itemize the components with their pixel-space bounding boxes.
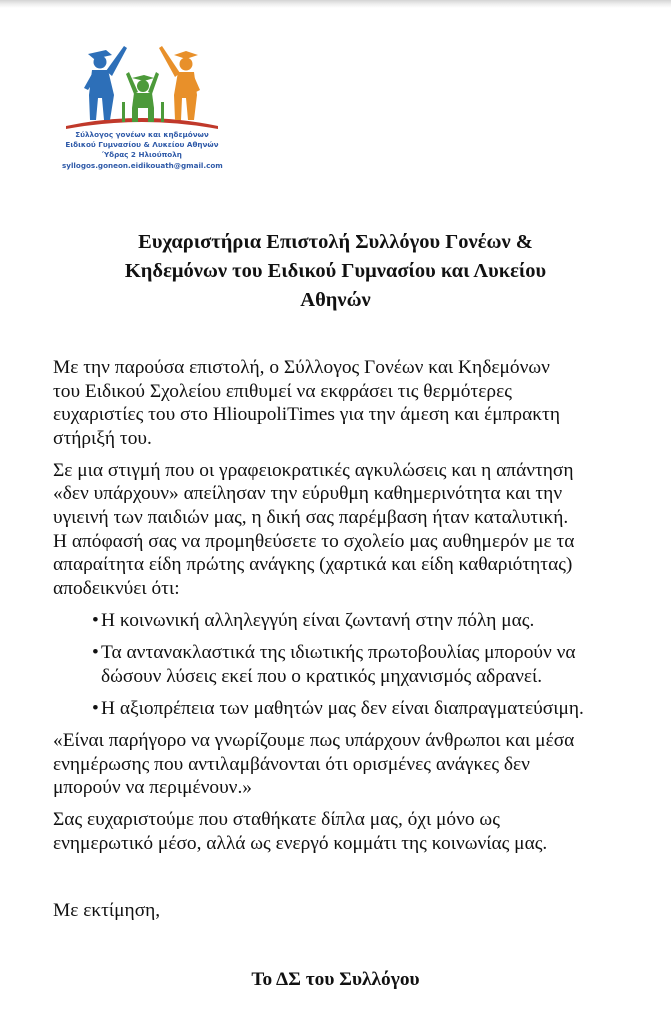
bullet-item (53, 609, 653, 633)
text-line: απαραίτητα είδη πρώτης ανάγκης (χαρτικά και είδη καθαριότητας) (53, 554, 573, 576)
text-line: αποδεικνύει ότι: (53, 577, 180, 599)
paragraph-thanks (53, 808, 653, 855)
bullet-icon: • (92, 609, 99, 631)
logo-blue-figure (84, 46, 127, 120)
bullet-text: Τα αντανακλαστικά της ιδιωτικής πρωτοβουλίας μπορούν να (101, 642, 576, 664)
bullet-list (53, 609, 653, 721)
text-line: Η απόφασή σας να προμηθεύσετε το σχολείο μας αυθημερόν με τα (53, 530, 575, 552)
logo-green-figure (122, 72, 164, 122)
bullet-item (53, 697, 653, 721)
signature: Το ΔΣ του Συλλόγου (251, 969, 420, 990)
text-line: Σε μια στιγμή που οι γραφειοκρατικές αγκυλώσεις και η απάντηση (53, 459, 574, 481)
text-line: υγιεινή των παιδιών μας, η δική σας παρέμβαση ήταν καταλυτική. (53, 507, 569, 529)
association-logo (62, 40, 222, 176)
text-line: ενημέρωσης που αντιλαμβάνονται ότι ορισμένες ανάγκες δεν (53, 753, 530, 775)
logo-association-name: Σύλλογος γονέων και κηδεμόνων (75, 130, 209, 139)
letter-body (53, 356, 653, 864)
logo-address: Ύδρας 2 Ηλιούπολη (102, 150, 182, 160)
logo-orange-figure (159, 46, 200, 120)
text-line: Με την παρούσα επιστολή, ο Σύλλογος Γονέων και Κηδεμόνων (53, 357, 550, 378)
bullet-text: Η αξιοπρέπεια των μαθητών μας δεν είναι διαπραγματεύσιμη. (101, 697, 584, 719)
text-line: «δεν υπάρχουν» απείλησαν την εύρυθμη καθημερινότητα και την (53, 483, 563, 505)
paragraph-context (53, 459, 653, 601)
letter-title (40, 228, 631, 315)
logo-caption (62, 130, 222, 171)
top-edge-shadow (0, 0, 671, 8)
text-line: ενημερωτικό μέσο, αλλά ως ενεργό κομμάτι της κοινωνίας μας. (53, 832, 548, 854)
logo-ground-arc (66, 118, 218, 129)
bullet-text: Η κοινωνική αλληλεγγύη είναι ζωντανή στην πόλη μας. (101, 609, 535, 631)
bullet-item (53, 641, 653, 688)
logo-email: syllogos.goneon.eidikouath@gmail.com (62, 160, 223, 170)
text-line: «Είναι παρήγορο να γνωρίζουμε πως υπάρχουν άνθρωποι και μέσα (53, 730, 575, 752)
title-line: Αθηνών (300, 289, 371, 311)
text-line: ευχαριστίες του στο HlioupoliTimes για την άμεση και έμπρακτη (53, 404, 560, 426)
logo-figures-graphic (62, 40, 222, 130)
text-line: Σας ευχαριστούμε που σταθήκατε δίπλα μας, όχι μόνο ως (53, 809, 500, 831)
text-line: του Ειδικού Σχολείου επιθυμεί να εκφράσει τις θερμότερες (53, 380, 512, 402)
bullet-text: δώσουν λύσεις εκεί που ο κρατικός μηχανισμός αδρανεί. (101, 665, 543, 687)
bullet-icon: • (92, 697, 99, 719)
title-line: Κηδεμόνων του Ειδικού Γυμνασίου και Λυκείου (124, 260, 547, 282)
closing-salutation: Με εκτίμηση, (53, 900, 161, 921)
paragraph-intro (53, 356, 653, 450)
logo-school-name: Ειδικού Γυμνασίου & Λυκείου Αθηνών (65, 140, 219, 150)
text-line: στήριξή του. (53, 427, 152, 449)
text-line: μπορούν να περιμένουν.» (53, 777, 252, 799)
bullet-icon: • (92, 642, 99, 664)
paragraph-quote (53, 729, 653, 800)
title-line: Ευχαριστήρια Επιστολή Συλλόγου Γονέων & (138, 231, 533, 253)
